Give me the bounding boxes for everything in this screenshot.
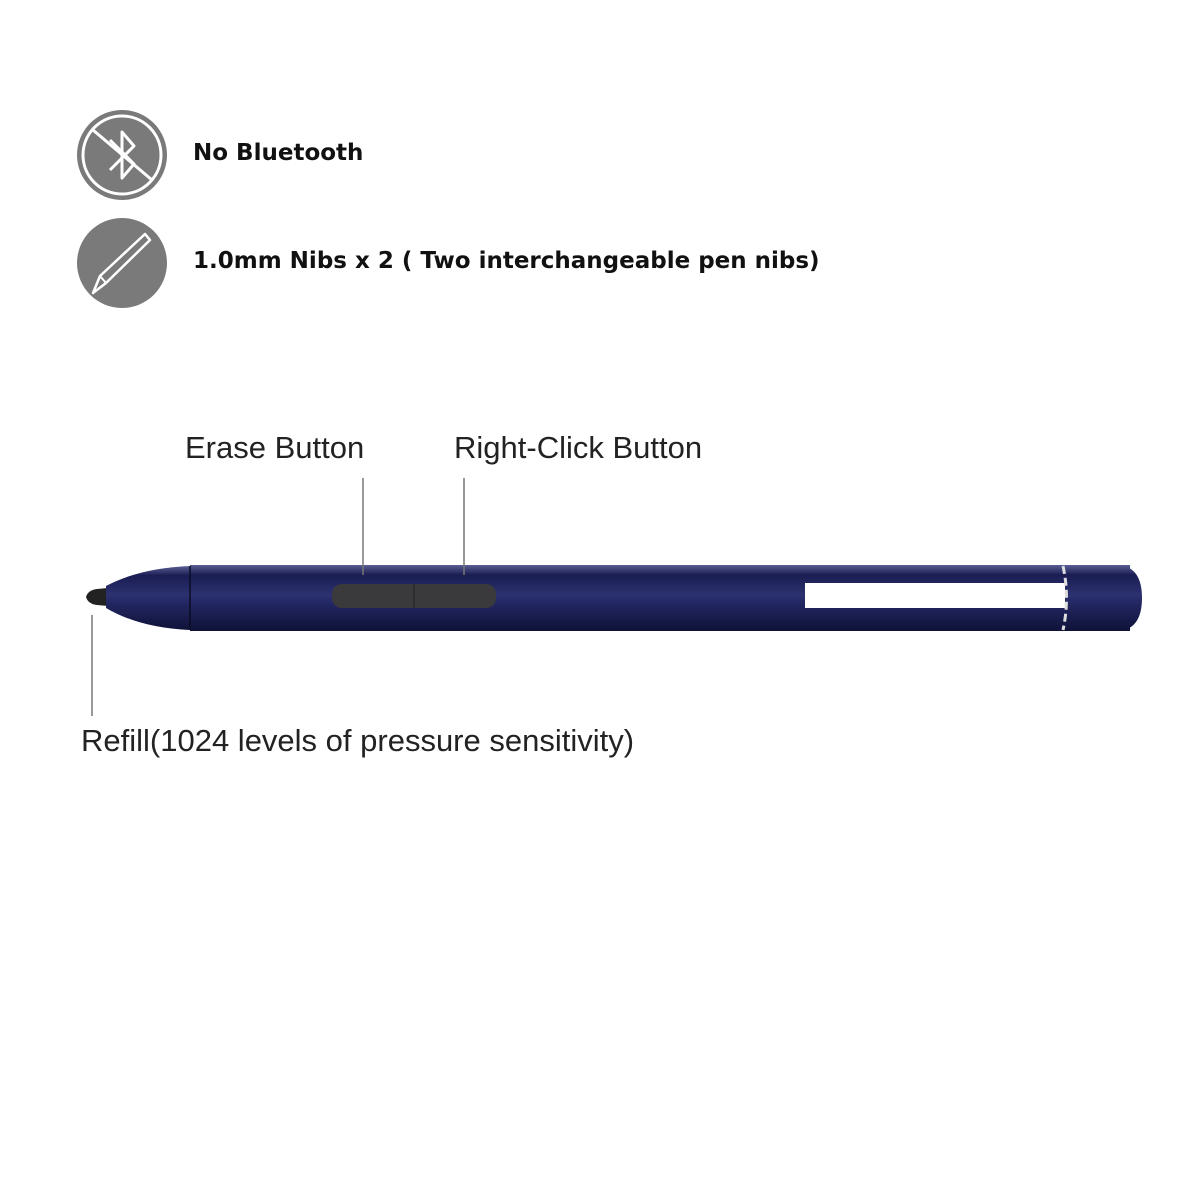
feature-no-bluetooth: No Bluetooth — [193, 140, 364, 166]
erase-button-label: Erase Button — [185, 430, 365, 465]
pen-clip — [805, 583, 1065, 608]
feature-nibs: 1.0mm Nibs x 2 ( Two interchangeable pen nibs) — [193, 248, 820, 274]
pen-nib — [86, 588, 108, 606]
no-bluetooth-icon — [77, 110, 167, 200]
pencil-icon — [77, 218, 167, 308]
refill-label: Refill(1024 levels of pressure sensitivity) — [81, 723, 635, 758]
stylus-pen — [86, 565, 1142, 631]
right-click-button-label: Right-Click Button — [454, 430, 703, 465]
pen-cone — [106, 566, 190, 630]
